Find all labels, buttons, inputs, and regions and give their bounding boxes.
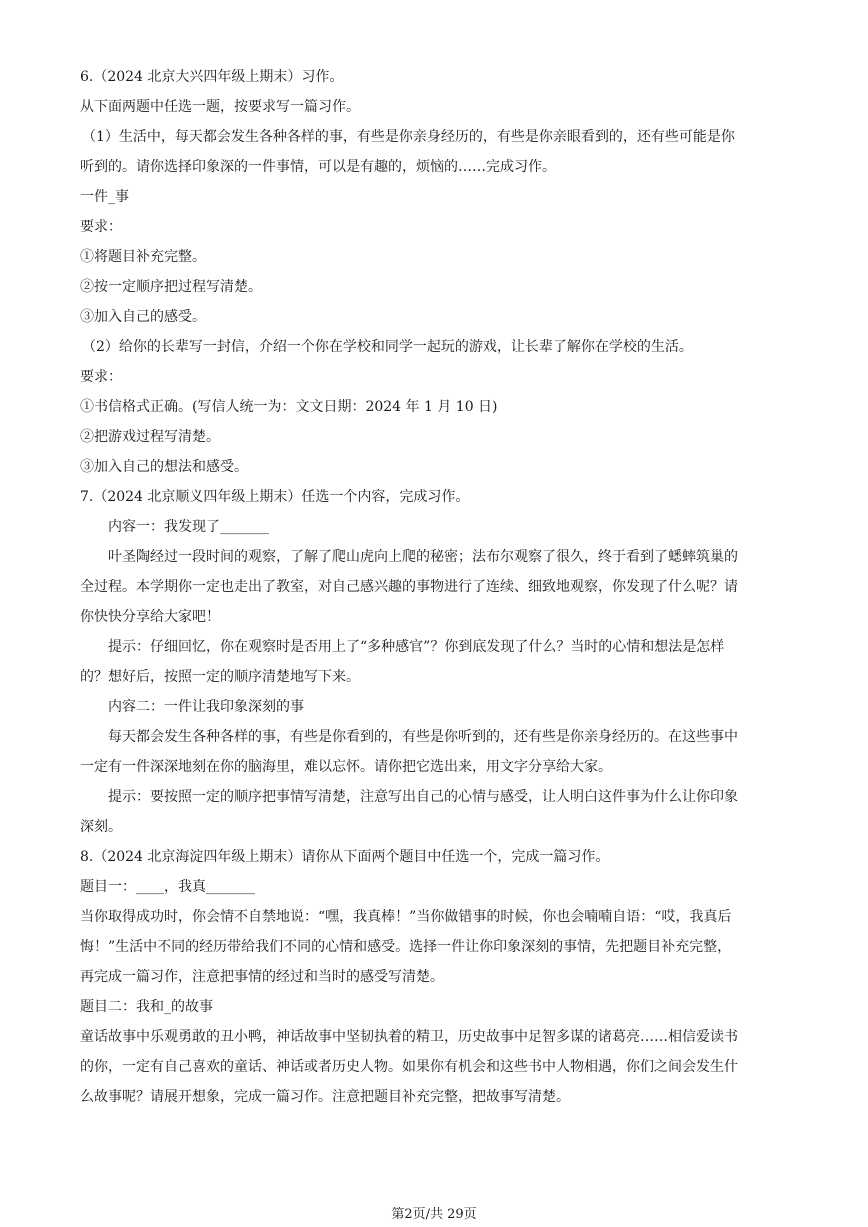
topic-1-title: 题目一：____，我真_______ — [80, 879, 255, 895]
topic-1-paragraph-cont: 悔！”生活中不同的经历带给我们不同的心情和感受。选择一件让你印象深刻的事情，先把题目补充完整， — [80, 939, 732, 955]
content-1-paragraph-cont: 全过程。本学期你一定也走出了教室，对自己感兴趣的事物进行了连续、细致地观察，你发现了什么呢？请 — [80, 579, 738, 595]
requirements-label: 要求： — [80, 219, 122, 235]
page-number: 第2页/共 29页 — [391, 1207, 477, 1222]
requirements-label: 要求： — [80, 369, 122, 385]
option-1-title: 一件_事 — [80, 189, 129, 205]
requirement-item: ③加入自己的感受。 — [80, 309, 206, 325]
content-2-paragraph-cont: 一定有一件深深地刻在你的脑海里，难以忘怀。请你把它选出来，用文字分享给大家。 — [80, 759, 612, 775]
topic-1-paragraph-cont: 再完成一篇习作，注意把事情的经过和当时的感受写清楚。 — [80, 969, 444, 985]
topic-2-paragraph: 童话故事中乐观勇敢的丑小鸭，神话故事中坚韧执着的精卫，历史故事中足智多谋的诸葛亮……相信爱读书 — [80, 1029, 738, 1045]
topic-1-paragraph: 当你取得成功时，你会情不自禁地说：“嘿，我真棒！”当你做错事的时候，你也会喃喃自语：“哎，我真后 — [80, 909, 732, 925]
content-1-title: 内容一：我发现了_______ — [108, 519, 269, 535]
option-1-prompt: （1）生活中，每天都会发生各种各样的事，有些是你亲身经历的，有些是你亲眼看到的，还有些可能是你 — [82, 129, 735, 145]
topic-2-paragraph-cont: 的你，一定有自己喜欢的童话、神话或者历史人物。如果你有机会和这些书中人物相遇，你们之间会发生什 — [80, 1059, 738, 1075]
requirement-item: ③加入自己的想法和感受。 — [80, 459, 248, 475]
topic-2-title: 题目二：我和_的故事 — [80, 999, 213, 1015]
requirement-item: ①将题目补充完整。 — [80, 249, 206, 265]
content-1-paragraph-cont: 你快快分享给大家吧！ — [80, 609, 220, 625]
content-2-title: 内容二：一件让我印象深刻的事 — [108, 699, 304, 715]
content-2-paragraph: 每天都会发生各种各样的事，有些是你看到的，有些是你听到的，还有些是你亲身经历的。在这些事中 — [108, 729, 738, 745]
requirement-item: ②按一定顺序把过程写清楚。 — [80, 279, 262, 295]
question-7-heading: 7.（2024 北京顺义四年级上期末）任选一个内容，完成习作。 — [80, 489, 470, 505]
content-1-hint-cont: 的？想好后，按照一定的顺序清楚地写下来。 — [80, 669, 360, 685]
topic-2-paragraph-cont: 么故事呢？请展开想象，完成一篇习作。注意把题目补充完整，把故事写清楚。 — [80, 1089, 570, 1105]
content-1-hint: 提示：仔细回忆，你在观察时是否用上了“多种感官”？你到底发现了什么？当时的心情和想法是怎样 — [108, 639, 725, 655]
content-1-paragraph: 叶圣陶经过一段时间的观察，了解了爬山虎向上爬的秘密；法布尔观察了很久，终于看到了蟋蟀筑巢的 — [108, 549, 738, 565]
content-2-hint-cont: 深刻。 — [80, 819, 122, 835]
question-8-heading: 8.（2024 北京海淀四年级上期末）请你从下面两个题目中任选一个，完成一篇习作。 — [80, 849, 610, 865]
option-2-prompt: （2）给你的长辈写一封信，介绍一个你在学校和同学一起玩的游戏，让长辈了解你在学校的生活。 — [82, 339, 693, 355]
question-6-instruction: 从下面两题中任选一题，按要求写一篇习作。 — [80, 99, 360, 115]
question-6-heading: 6.（2024 北京大兴四年级上期末）习作。 — [80, 69, 344, 85]
content-2-hint: 提示：要按照一定的顺序把事情写清楚，注意写出自己的心情与感受，让人明白这件事为什么让你印象 — [108, 789, 738, 805]
requirement-item: ①书信格式正确。(写信人统一为：文文日期：2024 年 1 月 10 日) — [80, 399, 498, 415]
option-1-prompt-cont: 听到的。请你选择印象深的一件事情，可以是有趣的，烦恼的……完成习作。 — [80, 159, 556, 175]
requirement-item: ②把游戏过程写清楚。 — [80, 429, 220, 445]
